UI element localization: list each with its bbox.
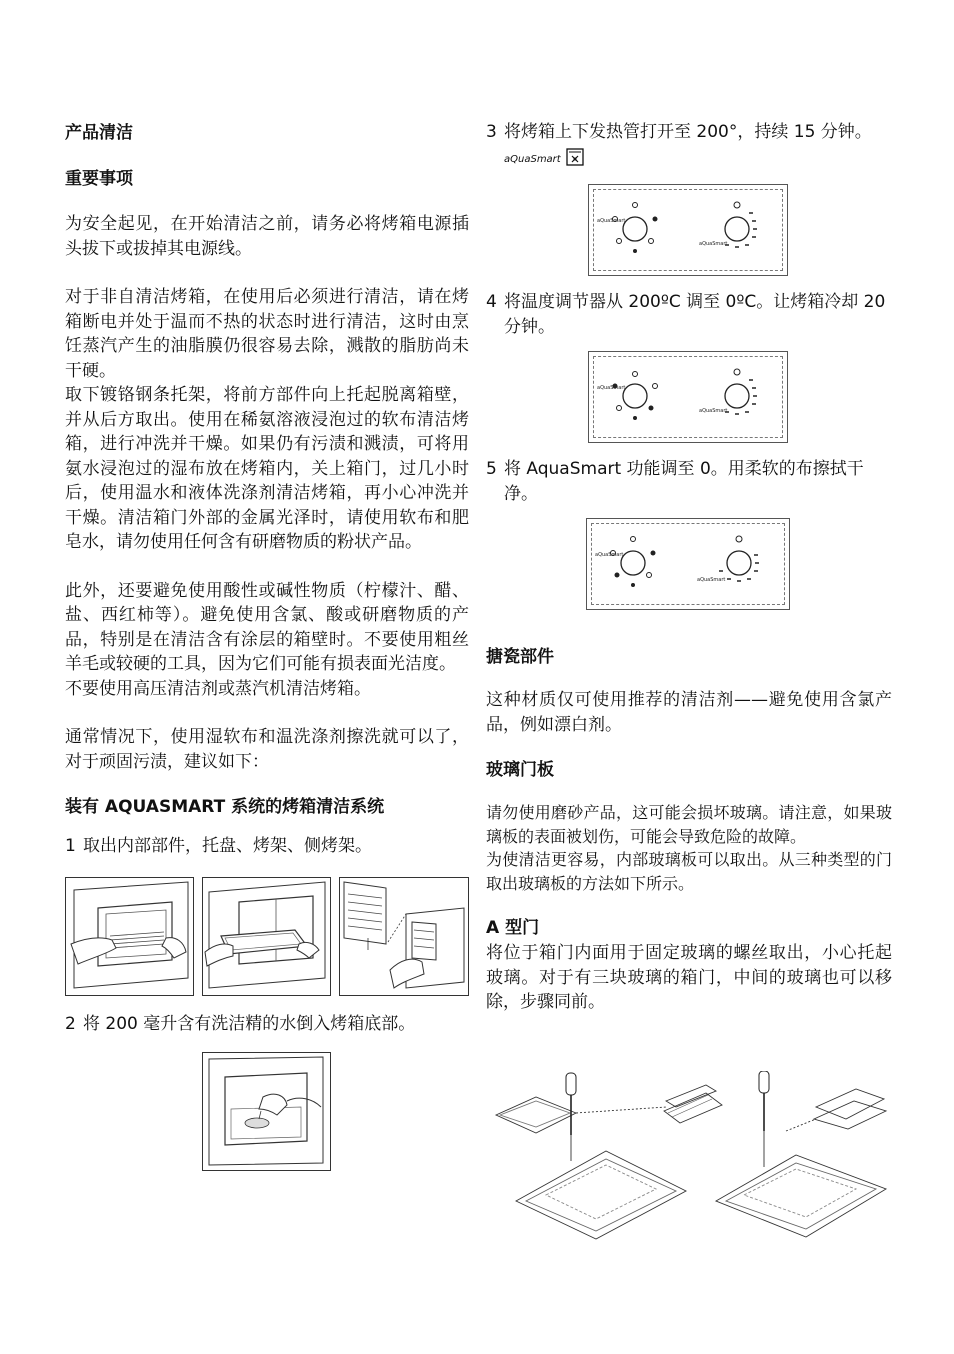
step-5 xyxy=(486,457,892,506)
step-2 xyxy=(65,1012,469,1037)
step-text: 将 200 毫升含有洗洁精的水倒入烤箱底部。 xyxy=(83,1013,416,1034)
step-text: 将温度调节器从 200ºC 调至 0ºC。让烤箱冷却 20 分钟。 xyxy=(504,292,886,337)
oven-rack-illustration xyxy=(66,878,193,995)
step-text: 将 AquaSmart 功能调至 0。用柔软的布擦拭干净。 xyxy=(504,459,864,504)
step-text: 将烤箱上下发热管打开至 200°，持续 15 分钟。 xyxy=(504,122,872,142)
avoid-paragraph: 此外，还要避免使用酸性或碱性物质（柠檬汁、醋、盐、西红柿等）。避免使用含氯、酸或研磨物质的产品，特别是在清洁含有涂层的箱壁时。不要使用粗丝羊毛或较硬的工具，因为它们可能有损表面光洁度。 xyxy=(65,580,469,674)
aquasmart-heading: 装有 AQUASMART 系统的烤箱清洁系统 xyxy=(65,797,385,817)
pour-water-illustration xyxy=(203,1053,330,1170)
glass-warning-paragraph: 请勿使用磨砂产品，这可能会损坏玻璃。请注意，如果玻璃板的表面被划伤，可能会导致危险的故障。 xyxy=(486,803,892,846)
side-rail-illustration xyxy=(340,878,468,995)
control-knob-icon xyxy=(589,185,787,275)
svg-text:aQuaSmart: aQuaSmart xyxy=(595,552,624,558)
aquasmart-logo: aQuaSmart xyxy=(504,153,561,165)
glass-heading: 玻璃门板 xyxy=(486,760,554,780)
control-panel-step3 xyxy=(588,184,788,276)
step-1 xyxy=(65,834,469,859)
step-number: 3 xyxy=(486,122,497,142)
remove-tray-figure xyxy=(202,877,331,996)
svg-text:aQuaSmart: aQuaSmart xyxy=(597,385,626,391)
pour-water-figure xyxy=(202,1052,331,1171)
step-3 xyxy=(486,120,892,172)
shelf-paragraph: 取下镀铬钢条托架，将前方部件向上托起脱离箱壁，并从后方取出。使用在稀氨溶液浸泡过的软布清洁烤箱，进行冲洗并干燥。如果仍有污渍和溅渍，可将用氨水浸泡过的湿布放在烤箱内，关上箱门，过几小时后，使用温水和液体洗涤剂清洁烤箱，再小心冲洗并干燥。清洁箱门外部的金属光泽时，请使用软布和肥皂水，请勿使用任何含有研磨物质的粉状产品。 xyxy=(65,385,469,552)
glass-removal-paragraph: 为使清洁更容易，内部玻璃板可以取出。从三种类型的门取出玻璃板的方法如下所示。 xyxy=(486,850,892,893)
step-1-figures xyxy=(65,877,469,996)
door-a-figure xyxy=(486,1071,892,1241)
remove-rack-figure xyxy=(65,877,194,996)
important-heading: 重要事项 xyxy=(65,169,133,189)
control-panel-step4 xyxy=(588,351,788,443)
door-a-heading: A 型门 xyxy=(486,918,540,938)
remove-side-rail-figure xyxy=(339,877,469,996)
no-steam-paragraph: 不要使用高压清洁剂或蒸汽机清洁烤箱。 xyxy=(65,678,371,699)
door-a-paragraph: 将位于箱门内面用于固定玻璃的螺丝取出，小心托起玻璃。对于有三块玻璃的箱门，中间的玻璃也可以移除，步骤同前。 xyxy=(486,943,892,1012)
enamel-heading: 搪瓷部件 xyxy=(486,647,554,667)
safety-paragraph: 为安全起见，在开始清洁之前，请务必将烤箱电源插头拔下或拔掉其电源线。 xyxy=(65,214,469,259)
left-column xyxy=(65,120,469,1171)
svg-text:aQuaSmart: aQuaSmart xyxy=(699,241,728,247)
step-number: 4 xyxy=(486,292,497,312)
step-number: 2 xyxy=(65,1013,76,1034)
step-number: 1 xyxy=(65,836,76,856)
screwdriver-icon xyxy=(759,1071,769,1131)
general-paragraph: 通常情况下，使用湿软布和温洗涤剂擦洗就可以了，对于顽固污渍，建议如下： xyxy=(65,727,469,772)
screwdriver-icon xyxy=(566,1073,576,1135)
step-number: 5 xyxy=(486,459,497,479)
door-glass-illustration xyxy=(486,1071,892,1241)
enamel-paragraph: 这种材质仅可使用推荐的清洁剂——避免使用含氯产品，例如漂白剂。 xyxy=(486,690,892,735)
cleaning-paragraph: 对于非自清洁烤箱，在使用后必须进行清洁，请在烤箱断电并处于温而不热的状态时进行清洁，这时由烹饪蒸汽产生的油脂膜仍很容易去除，溅散的脂肪尚未干硬。 xyxy=(65,287,469,381)
control-panel-step5 xyxy=(586,518,790,610)
svg-text:aQuaSmart: aQuaSmart xyxy=(699,408,728,414)
svg-text:aQuaSmart: aQuaSmart xyxy=(597,218,626,224)
right-column xyxy=(486,120,892,1241)
control-knob-icon xyxy=(589,352,787,442)
step-4 xyxy=(486,290,892,339)
control-knob-icon xyxy=(587,519,789,609)
svg-text:aQuaSmart: aQuaSmart xyxy=(697,577,726,583)
oven-fan-icon xyxy=(566,148,584,166)
section-title: 产品清洁 xyxy=(65,123,133,143)
step-text: 取出内部部件，托盘、烤架、侧烤架。 xyxy=(83,836,372,856)
oven-tray-illustration xyxy=(203,878,330,995)
